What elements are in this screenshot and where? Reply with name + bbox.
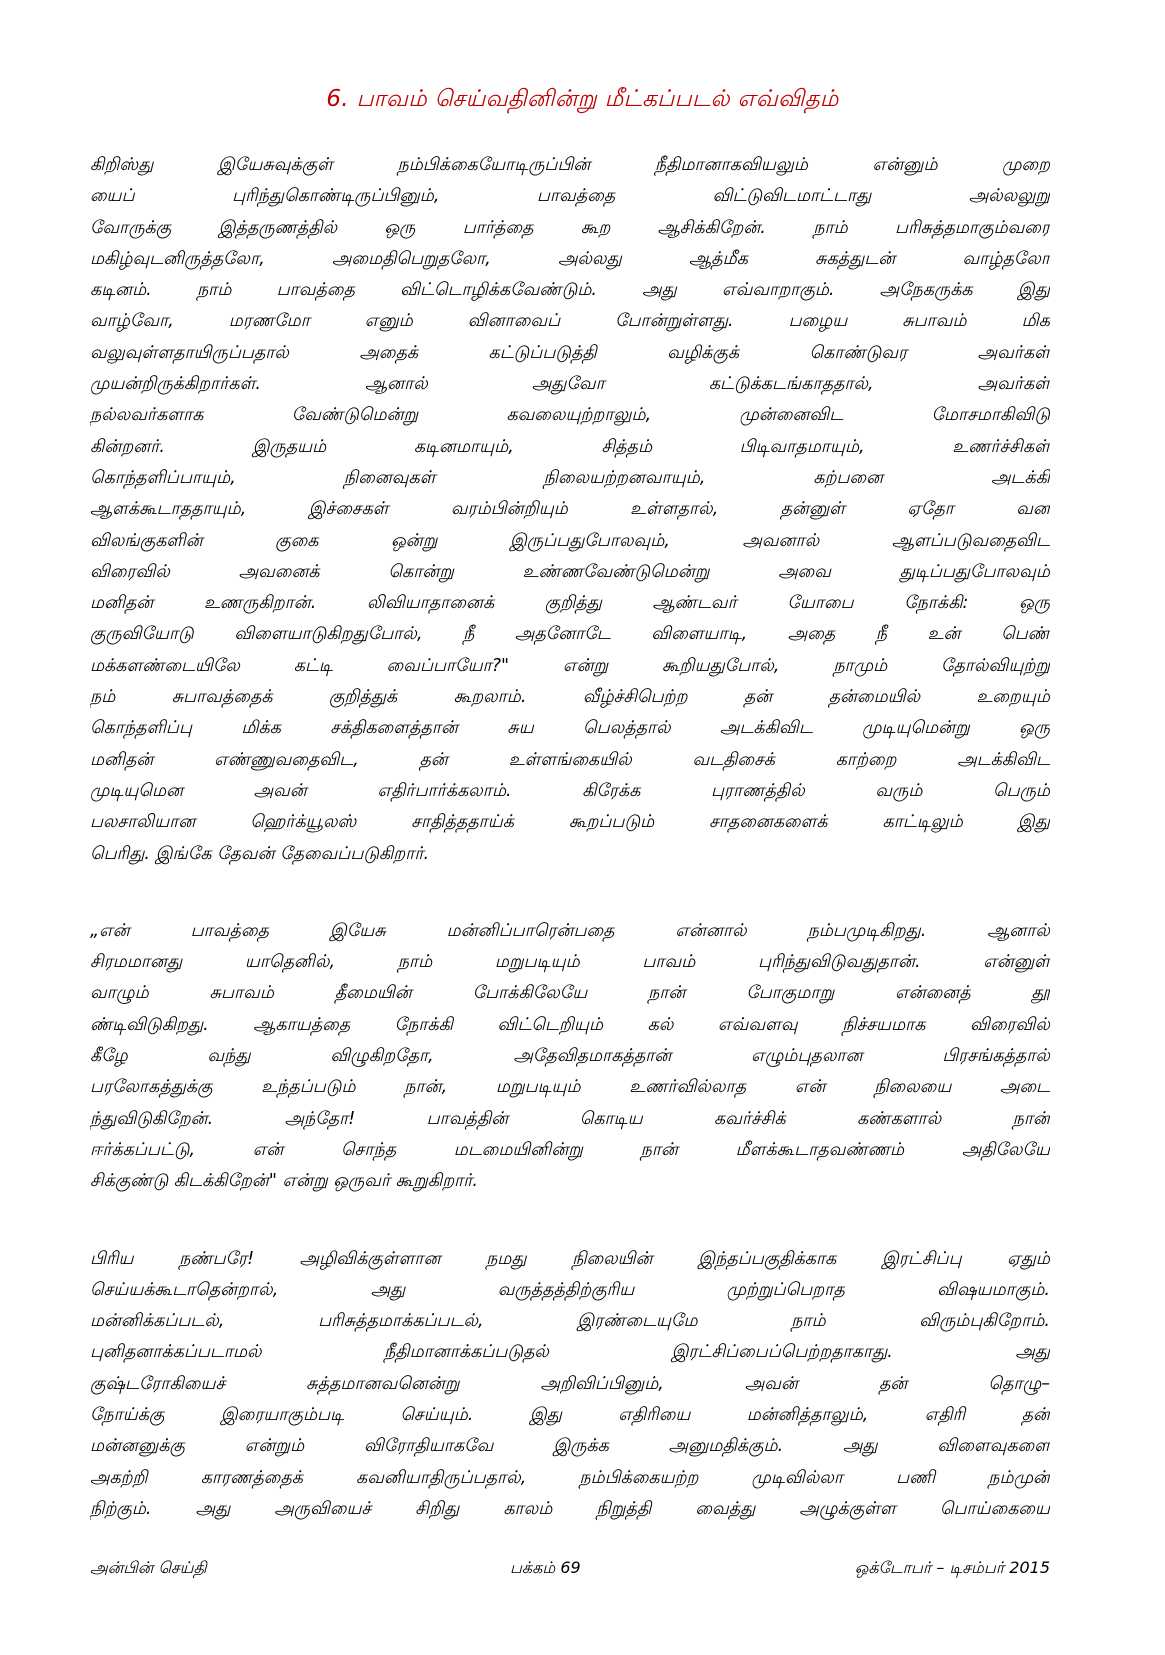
text-line: கடினம். நாம் பாவத்தை விட்டொழிக்கவேண்டும். அது எவ்வாறாகும். அநேகருக்க இது [90,280,1050,301]
page-footer [90,1558,1050,1582]
text-line: விலங்குகளின் குகை ஒன்று இருப்பதுபோலவும், அவனால் ஆளப்படுவதைவிட [90,530,1050,551]
text-line: கிறிஸ்து இயேசுவுக்குள் நம்பிக்கையோடிருப்பின் நீதிமானாகவியலும் என்னும் முறை [90,155,1050,175]
text-line: மன்னிக்கப்படல், பரிசுத்தமாக்கப்படல், இரண்டையுமே நாம் விரும்புகிறோம். [90,1311,1050,1332]
text-line: வாழும் சுபாவம் தீமையின் போக்கிலேயே நான் போகுமாறு என்னைத் தூ [90,983,1050,1004]
text-line: பலசாலியான ஹெர்க்யூலஸ் சாதித்ததாய்க் கூறப்படும் சாதனைகளைக் காட்டிலும் இது [90,812,1050,833]
text-line: செய்யக்கூடாதென்றால், அது வருத்தத்திற்குரிய முற்றுப்பெறாத விஷயமாகும். [90,1279,1050,1300]
footer-publication-name: அன்பின் செய்தி [90,1558,207,1577]
text-line: மனிதன் உணருகிறான். லிவியாதானைக் குறித்து ஆண்டவர் யோபை நோக்கி: ஒரு [90,593,1050,614]
footer-issue-date: ஒக்டோபர் – டிசம்பர் 2015 [854,1558,1050,1577]
text-line: புனிதனாக்கப்படாமல் நீதிமானாக்கப்படுதல் இரட்சிப்பைப்பெற்றதாகாது. அது [90,1342,1050,1363]
text-line: அகற்றி காரணத்தைக் கவனியாதிருப்பதால், நம்பிக்கையற்ற முடிவில்லா பணி நம்முன் [90,1467,1050,1488]
text-line: சிரமமானது யாதெனில், நாம் மறுபடியும் பாவம் புரிந்துவிடுவதுதான். என்னுள் [90,952,1050,973]
article-body [90,150,1050,1525]
text-line: „என் பாவத்தை இயேசு மன்னிப்பாரென்பதை என்னால் நம்பமுடிகிறது. ஆனால் [90,920,1050,941]
text-line: வோருக்கு இத்தருணத்தில் ஒரு பார்த்தை கூற ஆசிக்கிறேன். நாம் பரிசுத்தமாகும்வரை [90,217,1050,238]
text-line: குருவியோடு விளையாடுகிறதுபோல், நீ அதனோடே விளையாடி, அதை நீ உன் பெண் [90,624,1050,645]
paragraph-3 [90,1244,1050,1526]
text-line: கொந்தளிப்பாயும், நினைவுகள் நிலையற்றனவாயும், கற்பனை அடக்கி [90,467,1050,488]
text-line: யைப் புரிந்துகொண்டிருப்பினும், பாவத்தை விட்டுவிடமாட்டாது அல்லலுறு [90,186,1050,207]
text-line: வாழ்வோ, மரணமோ எனும் வினாவைப் போன்றுள்ளது. பழைய சுபாவம் மிக [90,311,1050,332]
text-line: மனிதன் எண்ணுவதைவிட, தன் உள்ளங்கையில் வடதிசைக் காற்றை அடக்கிவிட [90,749,1050,770]
text-line: சிக்குண்டு கிடக்கிறேன்" என்று ஒருவர் கூறுகிறார். [90,1171,478,1192]
paragraph-gap [90,870,1050,916]
text-line: முயன்றிருக்கிறார்கள். ஆனால் அதுவோ கட்டுக்கடங்காததால், அவர்கள் [90,374,1050,395]
paragraph-1 [90,150,1050,870]
footer-page-number: பக்கம் 69 [510,1558,581,1577]
text-line: பெரிது. இங்கே தேவன் தேவைப்படுகிறார். [90,843,430,864]
text-line: மகிழ்வுடனிருத்தலோ, அமைதிபெறுதலோ, அல்லது ஆத்மீக சுகத்துடன் வாழ்தலோ [90,248,1050,269]
text-line: நிற்கும். அது அருவியைச் சிறிது காலம் நிறுத்தி வைத்து அழுக்குள்ள பொய்கையை [90,1498,1050,1519]
paragraph-gap [90,1198,1050,1244]
text-line: ஈர்க்கப்பட்டு, என் சொந்த மடமையினின்று நான் மீளக்கூடாதவண்ணம் அதிலேயே [90,1139,1050,1160]
text-line: கொந்தளிப்பு மிக்க சக்திகளைத்தான் சுய பெலத்தால் அடக்கிவிட முடியுமென்று ஒரு [90,718,1050,739]
text-line: ஆளக்கூடாததாயும், இச்சைகள் வரம்பின்றியும் உள்ளதால், தன்னுள் ஏதோ வன [90,499,1050,520]
text-line: விரைவில் அவனைக் கொன்று உண்ணவேண்டுமென்று அவை துடிப்பதுபோலவும் [90,561,1050,582]
text-line: மக்களண்டையிலே கட்டி வைப்பாயோ?" என்று கூறியதுபோல், நாமும் தோல்வியுற்று [90,655,1050,676]
text-line: முடியுமென அவன் எதிர்பார்க்கலாம். கிரேக்க புராணத்தில் வரும் பெரும் [90,780,1050,801]
paragraph-2 [90,916,1050,1198]
text-line: குஷ்டரோகியைச் சுத்தமானவனென்று அறிவிப்பினும், அவன் தன் தொழு– [90,1373,1050,1394]
page-title: 6. பாவம் செய்வதினின்று மீட்கப்படல் எவ்விதம் [326,86,839,112]
text-line: பரலோகத்துக்கு உந்தப்படும் நான், மறுபடியும் உணர்வில்லாத என் நிலையை அடை [90,1077,1050,1098]
text-line: வலுவுள்ளதாயிருப்பதால் அதைக் கட்டுப்படுத்தி வழிக்குக் கொண்டுவர அவர்கள் [90,342,1050,363]
text-line: நோய்க்கு இரையாகும்படி செய்யும். இது எதிரியை மன்னித்தாலும், எதிரி தன் [90,1404,1050,1425]
text-line: நல்லவர்களாக வேண்டுமென்று கவலையுற்றாலும், முன்னைவிட மோசமாகிவிடு [90,405,1050,426]
text-line: கின்றனர். இருதயம் கடினமாயும், சித்தம் பிடிவாதமாயும், உணர்ச்சிகள் [90,436,1050,457]
text-line: மன்னனுக்கு என்றும் விரோதியாகவே இருக்க அனுமதிக்கும். அது விளைவுகளை [90,1436,1050,1457]
text-line: கீழே வந்து விழுகிறதோ, அதேவிதமாகத்தான் எழும்புதலான பிரசங்கத்தால் [90,1046,1050,1067]
text-line: பிரிய நண்பரே! அழிவிக்குள்ளான நமது நிலையின் இந்தப்பகுதிக்காக இரட்சிப்பு ஏதும் [90,1248,1050,1269]
text-line: ந்துவிடுகிறேன். அந்தோ! பாவத்தின் கொடிய கவர்ச்சிக் கண்களால் நான் [90,1108,1050,1129]
text-line: நம் சுபாவத்தைக் குறித்துக் கூறலாம். வீழ்ச்சிபெற்ற தன் தன்மையில் உறையும் [90,687,1050,708]
text-line: ண்டிவிடுகிறது. ஆகாயத்தை நோக்கி விட்டெறியும் கல் எவ்வளவு நிச்சயமாக விரைவில் [90,1014,1050,1035]
